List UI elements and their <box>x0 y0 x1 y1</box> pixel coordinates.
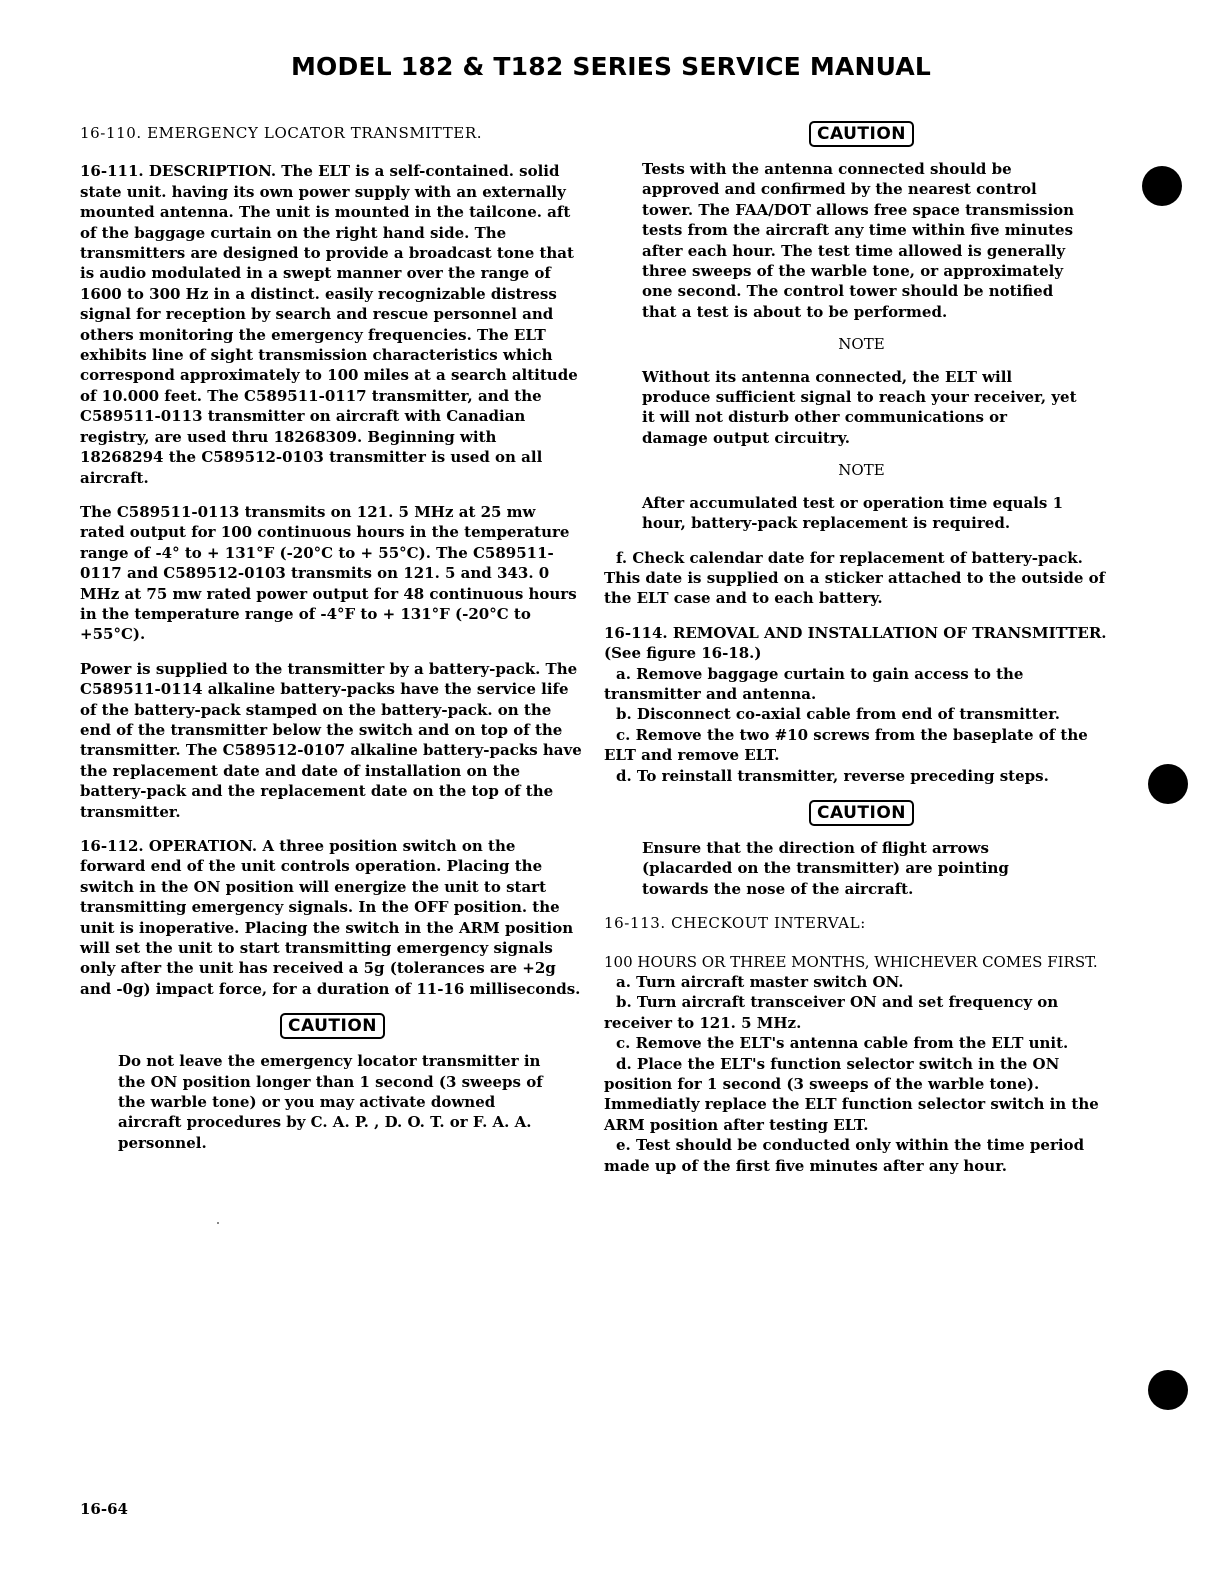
page-title: MODEL 182 & T182 SERIES SERVICE MANUAL <box>290 52 932 81</box>
left-column <box>80 123 585 1153</box>
note-label: NOTE <box>838 335 885 354</box>
caution-box-left <box>80 1013 585 1039</box>
note-label: NOTE <box>838 461 885 480</box>
scan-speck <box>217 1222 219 1224</box>
removal-step-a: a. Remove baggage curtain to gain access to the transmitter and antenna. <box>604 664 1024 703</box>
caution-box-right-2 <box>604 800 1119 826</box>
section-heading-elt: 16-110. EMERGENCY LOCATOR TRANSMITTER. <box>80 124 483 142</box>
caution-box-right-1 <box>604 121 1119 147</box>
checkout-interval: 100 HOURS OR THREE MONTHS, WHICHEVER COMES FIRST. <box>604 952 1098 971</box>
check-step-c: c. Remove the ELT's antenna cable from the ELT unit. <box>616 1034 1069 1053</box>
check-step-d: d. Place the ELT's function selector switch in the ON position for 1 second (3 sweeps of the warble tone). Immediatly replace the ELT function selector switch in the ARM position after testing ELT. <box>604 1054 1099 1134</box>
caution-label: CAUTION <box>280 1013 385 1039</box>
binder-hole-middle <box>1148 764 1188 804</box>
checkout-heading: 16-113. CHECKOUT INTERVAL: <box>604 914 866 933</box>
note-text-battery: After accumulated test or operation time equals 1 hour, battery-pack replacement is required. <box>642 493 1064 533</box>
caution-text-left: Do not leave the emergency locator transmitter in the ON position longer than 1 second (3 sweeps of the warble tone) or you may activate downed aircraft procedures by C. A. P. , D. O. T. or F. A. A. personnel. <box>118 1052 543 1152</box>
frequency-paragraph: The C589511-0113 transmits on 121. 5 MHz at 25 mw rated output for 100 continuous hours in the temperature range of -4° to + 131°F (-20°C to + 55°C). The C589511-0117 and C589512-0103 transmits on 121. 5 and 343. 0 MHz at 75 mw rated power output for 48 continuous hours in the temperature range of -4°F to + 131°F (-20°C to +55°C). <box>80 502 577 644</box>
note-text-antenna: Without its antenna connected, the ELT will produce sufficient signal to reach your receiver, yet it will not disturb other communications or damage output circuitry. <box>642 367 1077 447</box>
removal-step-d: d. To reinstall transmitter, reverse preceding steps. <box>616 766 1049 785</box>
binder-hole-bottom <box>1148 1370 1188 1410</box>
removal-step-b: b. Disconnect co-axial cable from end of transmitter. <box>616 705 1060 724</box>
power-paragraph: Power is supplied to the transmitter by a battery-pack. The C589511-0114 alkaline battery-packs have the service life of the battery-pack stamped on the battery-pack. on the end of the transmitter below the switch and on top of the transmitter. The C589512-0107 alkaline battery-packs have the replacement date and date of installation on the battery-pack and the replacement date on the top of the transmitter. <box>80 659 582 821</box>
caution-label: CAUTION <box>809 800 914 826</box>
page-number: 16-64 <box>80 1500 128 1518</box>
description-paragraph: 16-111. DESCRIPTION. The ELT is a self-contained. solid state unit. having its own power supply with an externally mounted antenna. The unit is mounted in the tailcone. aft of the baggage curtain on the right hand side. The transmitters are designed to provide a broadcast tone that is audio modulated in a swept manner over the range of 1600 to 300 Hz in a distinct. easily recognizable distress signal for reception by search and rescue personnel and others monitoring the emergency frequencies. The ELT exhibits line of sight transmission characteristics which correspond approximately to 100 miles at a search altitude of 10.000 feet. The C589511-0117 transmitter, and the C589511-0113 transmitter on aircraft with Canadian registry, are used thru 18268309. Beginning with 18268294 the C589512-0103 transmitter is used on all aircraft. <box>80 162 578 487</box>
binder-hole-top <box>1142 166 1182 206</box>
operation-paragraph: 16-112. OPERATION. A three position switch on the forward end of the unit controls operation. Placing the switch in the ON position will energize the unit to start transmitting emergency signals. In the OFF position. the unit is inoperative. Placing the switch in the ARM position will set the unit to start transmitting emergency signals only after the unit has received a 5g (tolerances are +2g and -0g) impact force, for a duration of 11-16 milliseconds. <box>80 837 581 998</box>
right-column <box>604 123 1119 1176</box>
caution-label: CAUTION <box>809 121 914 147</box>
removal-heading: 16-114. REMOVAL AND INSTALLATION OF TRANSMITTER. (See figure 16-18.) <box>604 623 1107 663</box>
check-step-b: b. Turn aircraft transceiver ON and set frequency on receiver to 121. 5 MHz. <box>604 993 1059 1032</box>
caution-text-arrows: Ensure that the direction of flight arrows (placarded on the transmitter) are pointing towards the nose of the aircraft. <box>642 838 1009 898</box>
caution-text-tests: Tests with the antenna connected should be approved and confirmed by the nearest control tower. The FAA/DOT allows free space transmission tests from the aircraft any time within five minutes after each hour. The test time allowed is generally three sweeps of the warble tone, or approximately one second. The control tower should be notified that a test is about to be performed. <box>642 160 1075 321</box>
check-step-e: e. Test should be conducted only within the time period made up of the first five minutes after any hour. <box>604 1136 1085 1175</box>
check-step-a: a. Turn aircraft master switch ON. <box>616 973 904 991</box>
step-f: f. Check calendar date for replacement of battery-pack. This date is supplied on a sticker attached to the outside of the ELT case and to each battery. <box>604 548 1106 608</box>
removal-step-c: c. Remove the two #10 screws from the baseplate of the ELT and remove ELT. <box>604 725 1088 765</box>
